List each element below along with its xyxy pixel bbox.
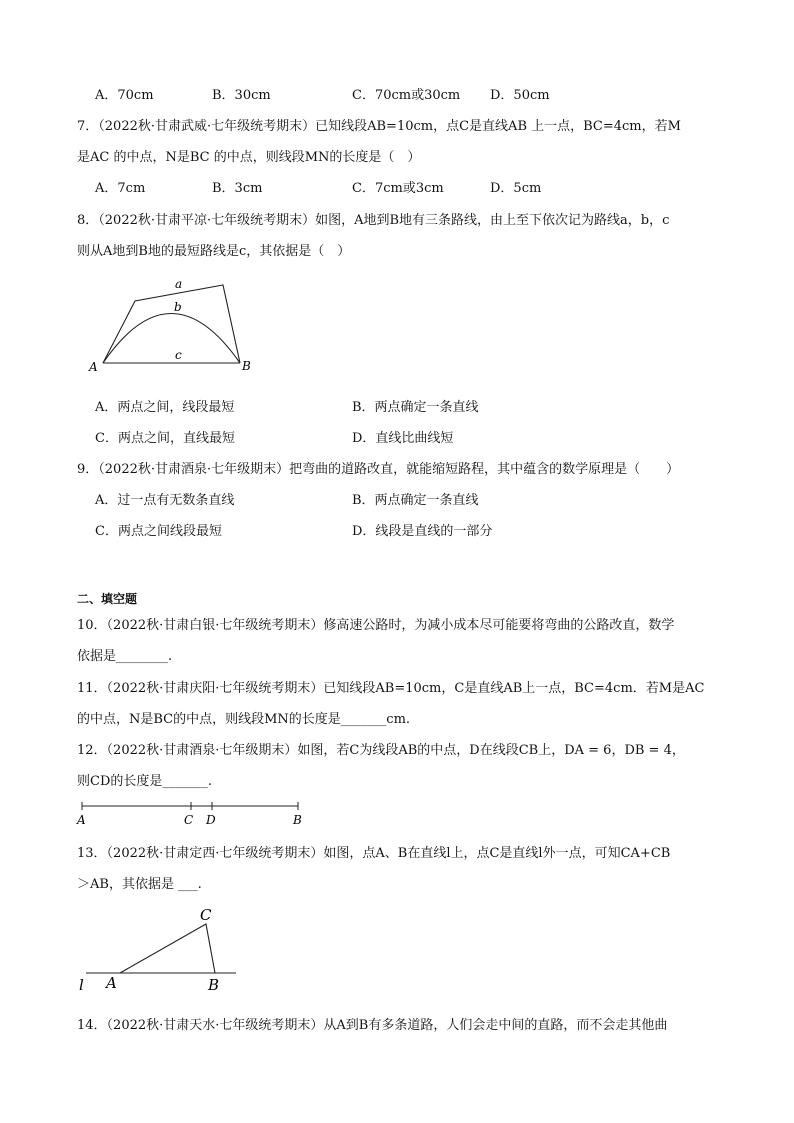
label-point-b: B	[293, 813, 302, 827]
route-b-path	[103, 314, 240, 364]
label-point-a: A	[77, 813, 86, 827]
q8-stem-line1: 8．（2022秋·甘肃平凉·七年级统考期末）如图，A地到B地有三条路线，由上至下依次记为路线a，b，c	[77, 213, 670, 228]
q11-stem-line1: 11．（2022秋·甘肃庆阳·七年级统考期末）已知线段AB=10cm，C是直线AB上一点，BC=4cm．若M是AC	[77, 681, 705, 696]
q12-stem-line2: 则CD的长度是_______.	[77, 774, 213, 789]
label-c: c	[175, 348, 182, 362]
q6-option-d: D．50cm	[490, 88, 550, 103]
label-point-d: D	[206, 813, 216, 827]
label-point-b: B	[208, 976, 220, 994]
route-a-path	[103, 285, 240, 363]
q7-option-d: D．5cm	[490, 181, 542, 196]
q14-stem-line1: 14．（2022秋·甘肃天水·七年级统考期末）从A到B有多条道路，人们会走中间的直路，而不会走其他曲	[77, 1018, 668, 1033]
q13-stem-line1: 13．（2022秋·甘肃定西·七年级统考期末）如图，点A、B在直线l上，点C是直线l外一点，可知CA+CB	[77, 846, 671, 861]
q9-option-d: D．线段是直线的一部分	[352, 524, 493, 539]
section-heading-fill-in: 二、填空题	[77, 592, 138, 606]
q7-option-b: B．3cm	[212, 181, 263, 196]
q7-stem-line1: 7．（2022秋·甘肃武威·七年级统考期末）已知线段AB=10cm，点C是直线AB 上一点，BC=4cm，若M	[77, 119, 681, 134]
label-b: b	[174, 300, 182, 314]
q9-stem-line1: 9．（2022秋·甘肃酒泉·七年级期末）把弯曲的道路改直，就能缩短路程，其中蕴含的数学原理是（ ）	[77, 462, 680, 477]
triangle-sides	[120, 924, 215, 973]
q8-route-figure	[80, 272, 270, 376]
q8-option-d: D．直线比曲线短	[352, 431, 454, 446]
label-point-a: A	[106, 974, 117, 992]
q9-option-c: C．两点之间线段最短	[95, 524, 222, 539]
q6-option-a: A．70cm	[95, 88, 154, 103]
q7-option-a: A．7cm	[95, 181, 146, 196]
label-point-c: C	[184, 813, 194, 827]
q12-stem-line1: 12．（2022秋·甘肃酒泉·七年级期末）如图，若C为线段AB的中点，D在线段CB上，DA = 6，DB = 4，	[77, 743, 685, 758]
q9-option-a: A．过一点有无数条直线	[95, 493, 235, 508]
q13-stem-line2: ＞AB，其依据是 ___.	[77, 877, 202, 892]
label-line-l: l	[79, 976, 84, 994]
q8-option-c: C．两点之间，直线最短	[95, 431, 235, 446]
label-point-a: A	[89, 360, 98, 374]
q10-stem-line1: 10．（2022秋·甘肃白银·七年级统考期末）修高速公路时，为减小成本尽可能要将弯曲的公路改直，数学	[77, 618, 675, 633]
q12-segment-figure	[70, 796, 310, 830]
q7-stem-line2: 是AC 的中点，N是BC 的中点，则线段MN的长度是（ ）	[77, 150, 421, 165]
label-a: a	[175, 277, 183, 291]
q6-option-c: C．70cm或30cm	[352, 88, 461, 103]
q10-stem-line2: 依据是________.	[77, 649, 173, 664]
q6-option-b: B．30cm	[212, 88, 271, 103]
label-point-b: B	[242, 359, 251, 373]
q9-option-b: B．两点确定一条直线	[352, 493, 479, 508]
q8-option-a: A．两点之间，线段最短	[95, 400, 235, 415]
q7-option-c: C．7cm或3cm	[352, 181, 444, 196]
q8-option-b: B．两点确定一条直线	[352, 400, 479, 415]
q13-triangle-figure	[74, 902, 244, 998]
label-point-c: C	[200, 906, 212, 924]
q8-stem-line2: 则从A地到B地的最短路线是c，其依据是（ ）	[77, 244, 351, 259]
q11-stem-line2: 的中点，N是BC的中点，则线段MN的长度是_______cm.	[77, 712, 411, 727]
